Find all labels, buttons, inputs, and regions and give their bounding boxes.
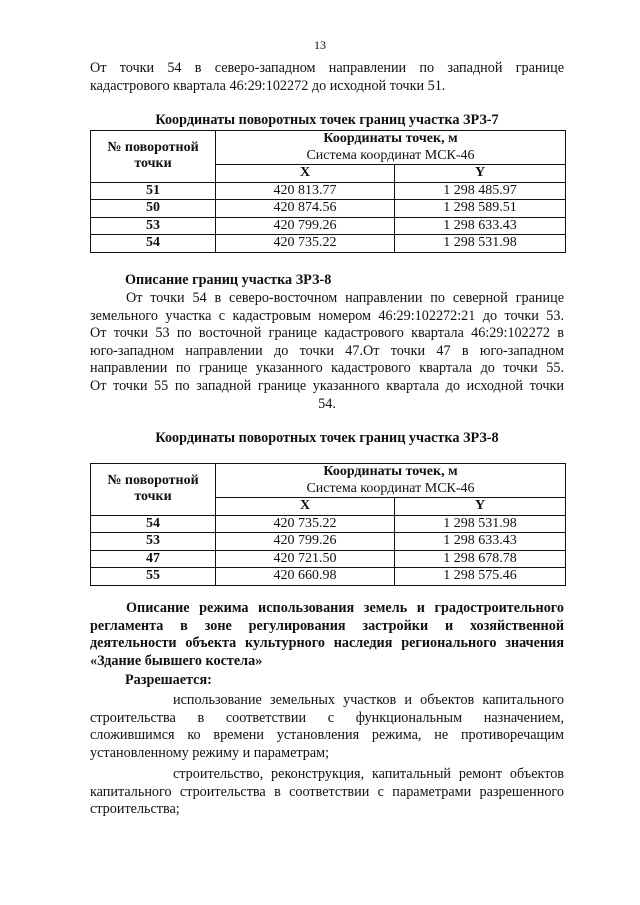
text-line: установленному режиму и параметрам;	[90, 744, 330, 761]
text-line: сложившимся ко времени установления режима, не противоречащим	[90, 727, 564, 744]
page-number: 13	[314, 38, 326, 52]
text-line: 54.	[318, 395, 336, 412]
x-value: 420 735.22	[216, 235, 395, 253]
allowed-paragraph-2	[90, 766, 564, 819]
header-point-number: № поворотной точки	[91, 131, 216, 183]
y-value: 1 298 589.51	[395, 200, 566, 218]
point-number: 54	[91, 235, 216, 253]
point-number: 50	[91, 200, 216, 218]
point-number: 55	[91, 568, 216, 586]
text-line: строительства в соответствии с функциональным назначением,	[90, 709, 564, 726]
header-coordinate-system: Система координат МСК-46	[306, 147, 475, 163]
text-line: От точки 55 по западной границе указанного квартала до исходной точки	[90, 377, 564, 394]
point-number: 51	[91, 182, 216, 200]
text-line: направлении по границе указанного кадастрового квартала до точки 55.	[90, 360, 564, 377]
section3-heading	[90, 600, 564, 670]
table2-caption: Координаты поворотных точек границ участка ЗРЗ-8	[155, 430, 499, 446]
text-line: капитального строительства в соответствии с параметрами разрешенного	[90, 783, 564, 800]
text-line: земельного участка с кадастровым номером 46:29:102272:21 до точки 53.	[90, 307, 564, 324]
allowed-heading: Разрешается:	[125, 672, 212, 688]
x-value: 420 874.56	[216, 200, 395, 218]
x-value: 420 660.98	[216, 568, 395, 586]
text-line: От точки 54 в северо-западном направлении по западной границе	[90, 60, 564, 76]
coordinates-table-zrz8	[90, 463, 566, 586]
header-x: X	[216, 165, 395, 183]
table-row	[91, 200, 566, 218]
header-coordinates	[216, 464, 566, 498]
heading-line: «Здание бывшего костела»	[90, 652, 263, 669]
y-value: 1 298 531.98	[395, 515, 566, 533]
text-line: От точки 54 в северо-восточном направлении по северной границе	[126, 290, 564, 306]
x-value: 420 799.26	[216, 533, 395, 551]
text-line: кадастрового квартала 46:29:102272 до исходной точки 51.	[90, 77, 446, 94]
text-line: использование земельных участков и объектов капитального	[173, 692, 564, 708]
header-y: Y	[395, 498, 566, 516]
coordinates-table-zrz7	[90, 130, 566, 253]
heading-line: регламента в зоне регулирования застройки и хозяйственной	[90, 617, 564, 634]
header-y: Y	[395, 165, 566, 183]
text-line: юго-западном направлении до точки 47.От точки 47 в юго-западном	[90, 342, 564, 359]
y-value: 1 298 575.46	[395, 568, 566, 586]
y-value: 1 298 531.98	[395, 235, 566, 253]
section2-paragraph	[90, 290, 564, 413]
table-row	[91, 550, 566, 568]
point-number: 54	[91, 515, 216, 533]
y-value: 1 298 485.97	[395, 182, 566, 200]
y-value: 1 298 678.78	[395, 550, 566, 568]
point-number: 53	[91, 217, 216, 235]
header-coordinates	[216, 131, 566, 165]
section2-heading: Описание границ участка ЗРЗ-8	[125, 272, 332, 288]
table-row	[91, 533, 566, 551]
text-line: строительство, реконструкция, капитальный ремонт объектов	[173, 766, 564, 782]
table1-caption: Координаты поворотных точек границ участка ЗРЗ-7	[155, 112, 499, 128]
point-number: 47	[91, 550, 216, 568]
x-value: 420 799.26	[216, 217, 395, 235]
header-coordinate-system: Система координат МСК-46	[306, 480, 475, 496]
text-line: От точки 53 по восточной границе кадастрового квартала 46:29:102272 в	[90, 325, 564, 342]
y-value: 1 298 633.43	[395, 217, 566, 235]
header-point-number: № поворотной точки	[91, 464, 216, 516]
x-value: 420 735.22	[216, 515, 395, 533]
table-row	[91, 515, 566, 533]
x-value: 420 721.50	[216, 550, 395, 568]
table-row	[91, 568, 566, 586]
heading-line: Описание режима использования земель и градостроительного	[126, 600, 564, 616]
table-row	[91, 182, 566, 200]
y-value: 1 298 633.43	[395, 533, 566, 551]
heading-line: деятельности объекта культурного наследия регионального значения	[90, 635, 564, 652]
x-value: 420 813.77	[216, 182, 395, 200]
text-line: строительства;	[90, 801, 180, 818]
intro-paragraph	[90, 60, 564, 95]
point-number: 53	[91, 533, 216, 551]
header-coordinates-title: Координаты точек, м	[323, 131, 458, 146]
header-x: X	[216, 498, 395, 516]
header-coordinates-title: Координаты точек, м	[323, 464, 458, 479]
table-row	[91, 235, 566, 253]
allowed-paragraph-1	[90, 692, 564, 762]
table-row	[91, 217, 566, 235]
